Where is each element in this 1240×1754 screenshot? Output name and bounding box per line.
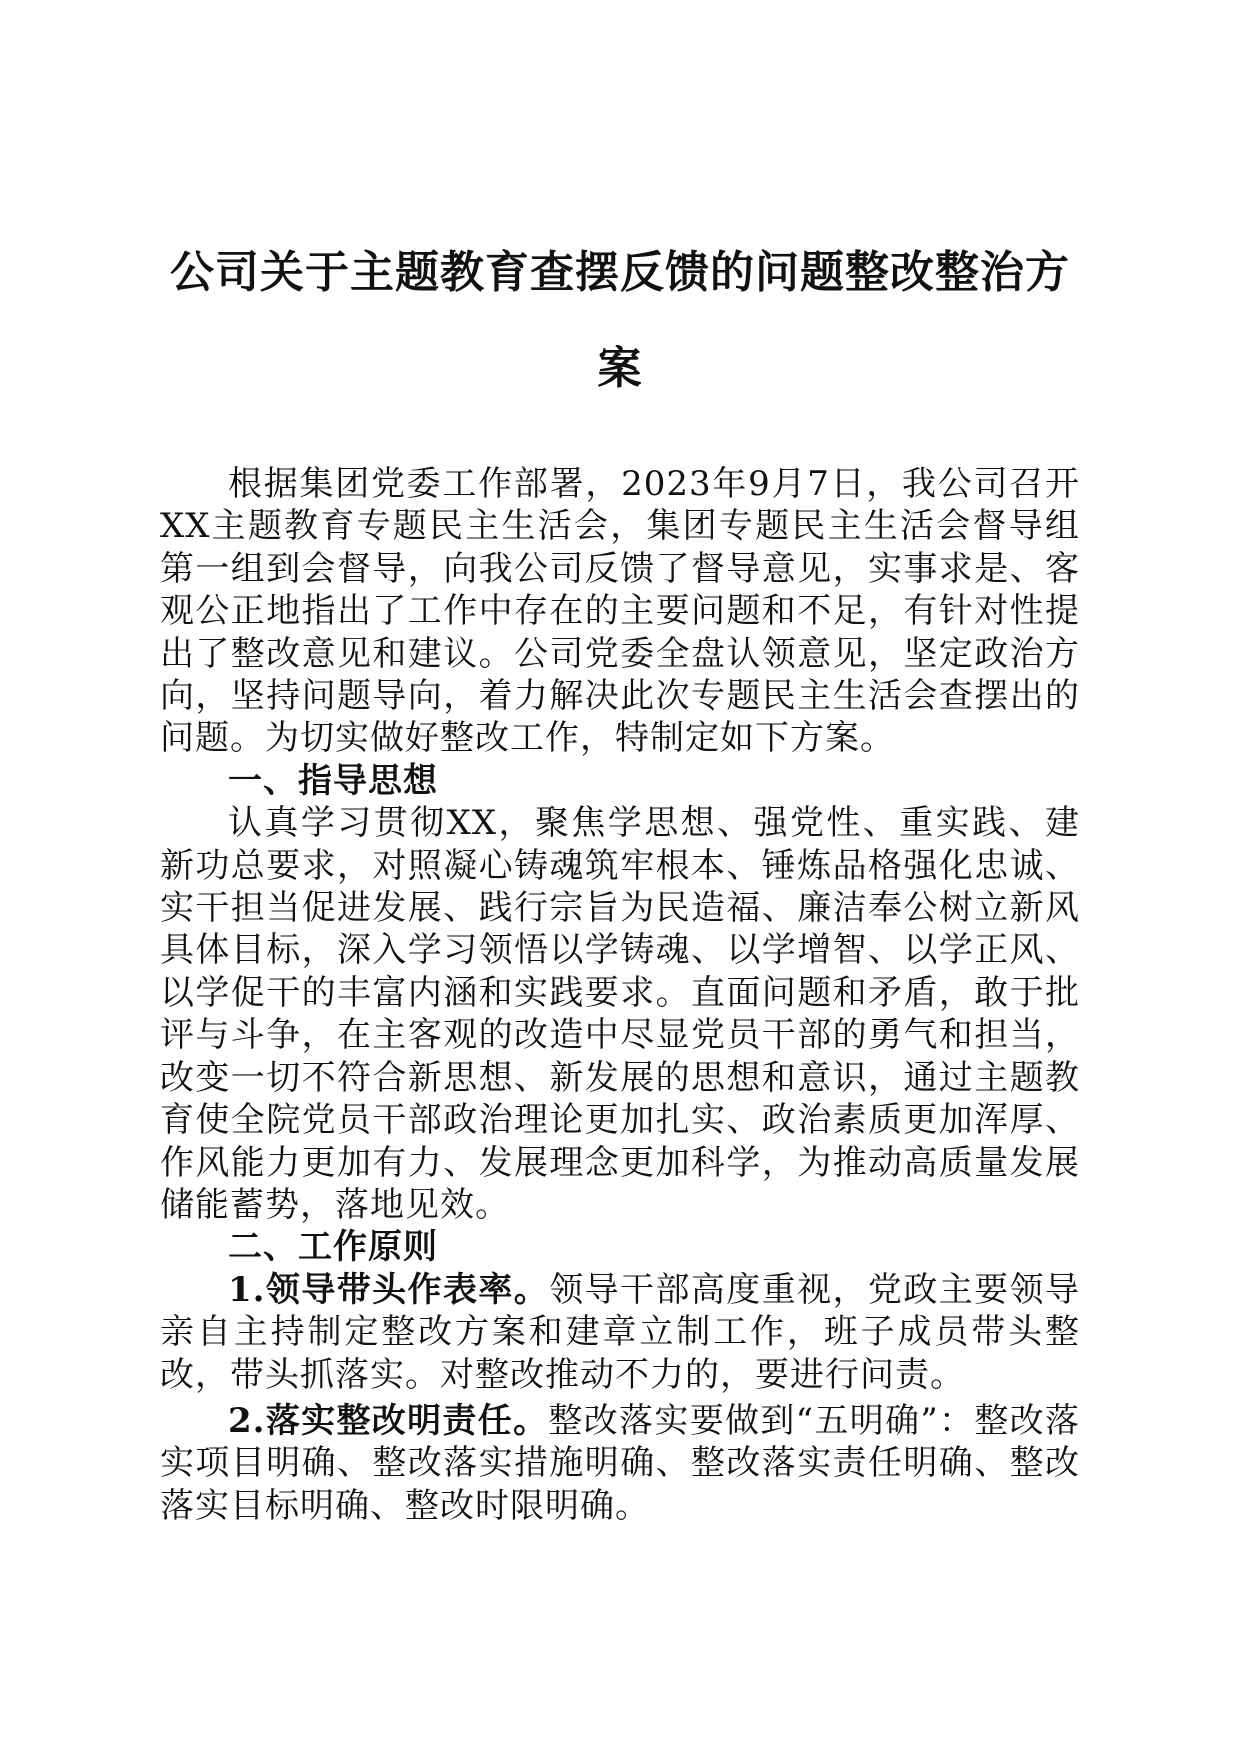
principle-1-body: 领导干部高度重视，党政主要领导亲自主持制定整改方案和建章立制工作，班子成员带头整改，带头抓落实。对整改推动不力的，要进行问责。 [160, 1269, 1081, 1395]
document-title: 公司关于主题教育查摆反馈的问题整改整治方案 [170, 247, 1070, 394]
heading-work-principles: 二、工作原则 [228, 1227, 438, 1268]
document-body [160, 463, 1080, 1527]
principle-2-paragraph [160, 1400, 1080, 1527]
intro-paragraph: 根据集团党委工作部署，2023年9月7日，我公司召开XX主题教育专题民主生活会，集团专题民主生活会督导组第一组到会督导，向我公司反馈了督导意见，实事求是、客观公正地指出了工作中存在的主要问题和不足，有针对性提出了整改意见和建议。公司党委全盘认领意见，坚定政治方向，坚持问题导向，着力解决此次专题民主生活会查摆出的问题。为切实做好整改工作，特制定如下方案。 [160, 464, 1080, 759]
principle-1-paragraph [160, 1269, 1080, 1396]
principle-2-body: 整改落实要做到“五明确”：整改落实项目明确、整改落实措施明确、整改落实责任明确、整改落实目标明确、整改时限明确。 [160, 1400, 1081, 1526]
principle-1-lead: 1.领导带头作表率。 [228, 1269, 550, 1310]
principle-2-lead: 2.落实整改明责任。 [228, 1400, 549, 1441]
heading-guiding-thought: 一、指导思想 [228, 760, 438, 801]
guiding-thought-paragraph: 认真学习贯彻XX，聚焦学思想、强党性、重实践、建新功总要求，对照凝心铸魂筑牢根本、锤炼品格强化忠诚、实干担当促进发展、践行宗旨为民造福、廉洁奉公树立新风具体目标，深入学习领悟以学铸魂、以学增智、以学正风、以学促干的丰富内涵和实践要求。直面问题和矛盾，敢于批评与斗争，在主客观的改造中尽显党员干部的勇气和担当，改变一切不符合新思想、新发展的思想和意识，通过主题教育使全院党员干部政治理论更加扎实、政治素质更加浑厚、作风能力更加有力、发展理念更加科学，为推动高质量发展储能蓄势，落地见效。 [160, 803, 1080, 1225]
